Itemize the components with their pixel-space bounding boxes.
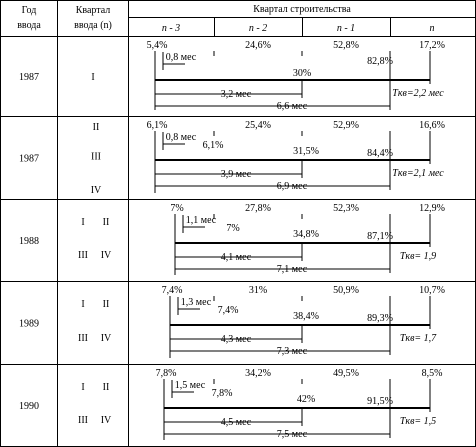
year-cell: 1987 (19, 72, 39, 83)
cumulative-pct: 38,4% (293, 311, 319, 322)
lag-label-2: 4,3 мес (220, 334, 252, 345)
table-header (17, 4, 434, 34)
quarter-cell: II (92, 122, 100, 133)
quarter-cell: IV (100, 333, 112, 344)
cumulative-pct: 84,4% (367, 148, 393, 159)
quarter-share-pct: 52,9% (333, 120, 359, 131)
quarter-cell: I (81, 382, 85, 393)
cumulative-pct: 34,8% (293, 229, 319, 240)
cumulative-pct: 31,5% (293, 146, 319, 157)
quarter-share-pct: 6,1% (146, 120, 168, 131)
year-col-header-line2: ввода (17, 20, 41, 31)
cumulative-pct: 30% (292, 68, 312, 79)
lag-label-1: 1,1 мес (185, 215, 217, 226)
subcol-n-2: n - 2 (248, 23, 268, 34)
lag-label-2: 4,5 мес (220, 417, 252, 428)
quarter-cell: III (91, 151, 101, 163)
quarter-cell: I (81, 217, 85, 228)
cumulative-pct: 7% (226, 223, 240, 234)
tkv-label: Tкв= 1,7 (399, 333, 437, 344)
quarter-cell: I (81, 299, 85, 310)
lag-label-3: 7,1 мес (276, 264, 308, 275)
quarter-cell: III (78, 250, 88, 261)
year-cell: 1990 (19, 401, 39, 412)
quarter-share-pct: 49,5% (333, 368, 359, 379)
quarter-share-pct: 12,9% (419, 203, 445, 214)
quarter-share-pct: 25,4% (245, 120, 271, 131)
cumulative-pct: 82,8% (367, 56, 393, 67)
quarter-col-header-line2: ввода (n) (74, 20, 112, 31)
tkv-label: Tкв= 1,5 (399, 416, 437, 427)
quarter-share-pct: 7,8% (155, 368, 177, 379)
lag-label-1: 1,3 мес (180, 297, 212, 308)
quarter-cell: III (78, 333, 88, 344)
year-cell: 1989 (19, 318, 39, 330)
cumulative-pct: 89,3% (367, 313, 393, 324)
quarter-share-pct: 5,4% (146, 40, 168, 51)
lag-label-3: 6,9 мес (276, 181, 308, 192)
quarter-cell: II (102, 217, 110, 228)
quarter-cell: IV (100, 415, 112, 426)
quarter-share-pct: 7% (170, 203, 184, 214)
lag-label-3: 7,5 мес (276, 429, 308, 440)
quarter-share-pct: 31% (248, 285, 268, 296)
lag-label-3: 6,6 мес (276, 101, 308, 112)
quarter-cell: II (102, 382, 110, 393)
quarter-share-pct: 16,6% (419, 120, 445, 131)
quarter-share-pct: 10,7% (419, 285, 445, 296)
quarter-share-pct: 34,2% (245, 368, 271, 379)
tkv-label: Tкв= 1,9 (399, 251, 437, 262)
tkv-label: Tкв=2,2 мес (392, 88, 444, 99)
quarter-share-pct: 52,8% (333, 40, 359, 51)
cumulative-pct: 6,1% (202, 140, 224, 151)
quarter-cell: III (78, 415, 88, 426)
quarter-share-pct: 50,9% (333, 285, 359, 296)
construction-col-header: Квартал строительства (253, 4, 351, 15)
year-cell: 1988 (19, 236, 39, 247)
lag-label-2: 3,9 мес (220, 169, 252, 180)
year-col-header-line1: Год (21, 5, 37, 16)
year-cell: 1987 (19, 153, 39, 165)
quarter-share-pct: 8,5% (421, 368, 443, 379)
lag-label-3: 7,3 мес (276, 346, 308, 357)
quarter-share-pct: 24,6% (245, 40, 271, 51)
lag-label-2: 4,1 мес (220, 252, 252, 263)
lag-label-1: 1,5 мес (174, 380, 206, 391)
quarter-share-pct: 52,3% (333, 203, 359, 214)
cumulative-pct: 91,5% (367, 396, 393, 407)
quarter-cell: IV (100, 250, 112, 261)
quarter-share-pct: 27,8% (245, 203, 271, 214)
quarter-share-pct: 7,4% (161, 285, 183, 296)
quarter-cell: I (91, 72, 95, 83)
quarter-cell: IV (90, 185, 102, 196)
cumulative-pct: 7,8% (211, 388, 233, 399)
cumulative-pct: 87,1% (367, 231, 393, 242)
lag-label-1: 0,8 мес (165, 52, 197, 63)
table-rows (19, 40, 445, 440)
subcol-n-3: n - 3 (161, 23, 181, 34)
cumulative-pct: 7,4% (217, 305, 239, 316)
quarter-col-header-line1: Квартал (75, 5, 111, 16)
cumulative-pct: 42% (296, 394, 316, 405)
quarter-cell: II (102, 299, 110, 310)
quarter-share-pct: 17,2% (419, 40, 445, 51)
subcol-n-1: n - 1 (336, 23, 356, 34)
tkv-label: Tкв=2,1 мес (392, 168, 444, 179)
subcol-n: n (429, 23, 435, 34)
lag-label-2: 3,2 мес (220, 89, 252, 100)
lag-label-1: 0,8 мес (165, 132, 197, 143)
